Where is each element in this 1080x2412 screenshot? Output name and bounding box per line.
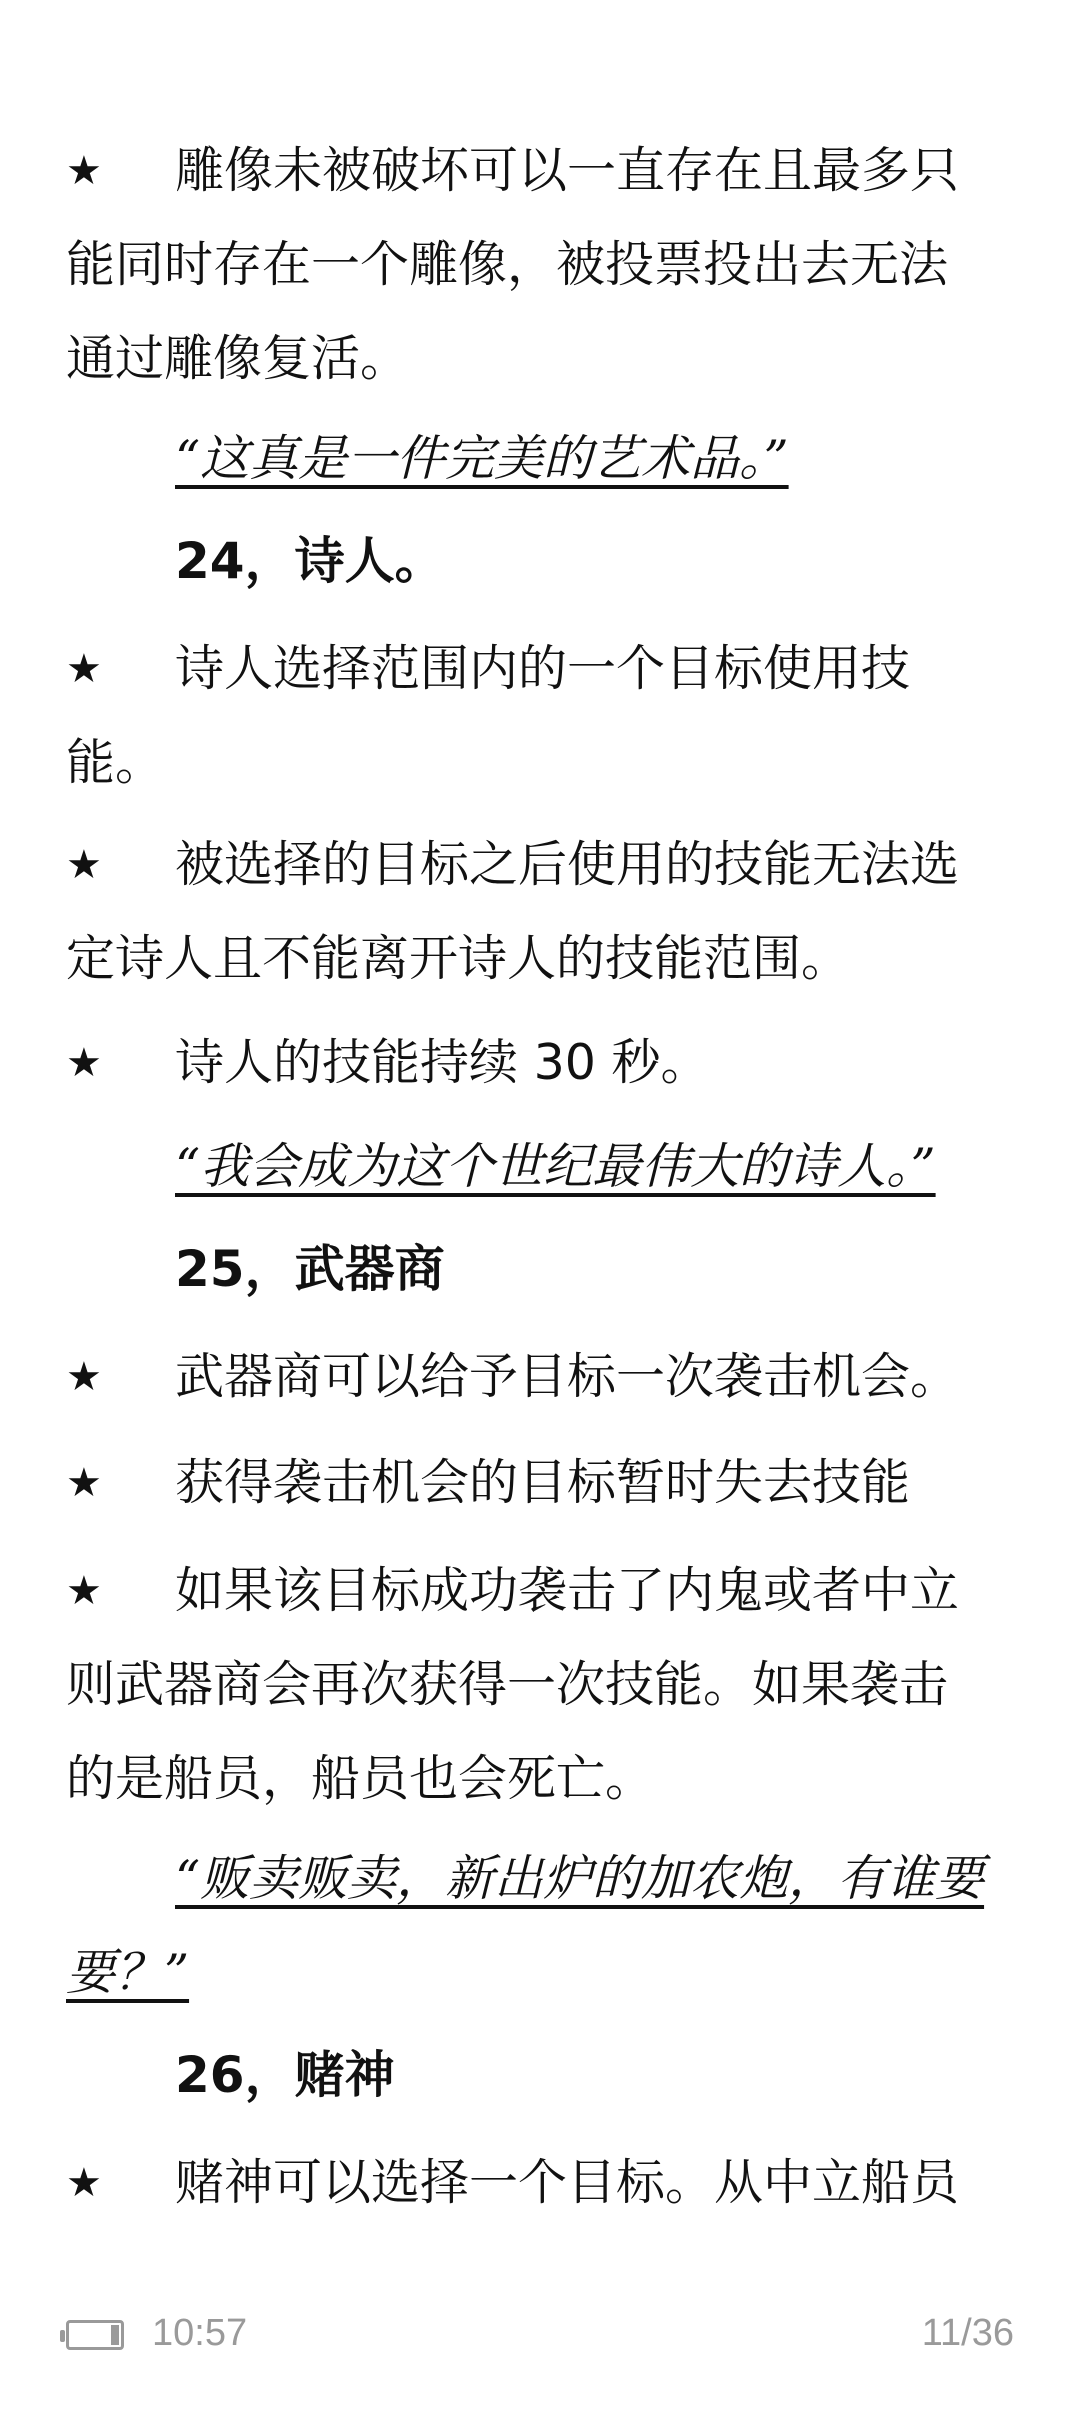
battery-icon [66, 2320, 124, 2350]
section-heading: 25，武器商 [175, 1240, 445, 1298]
quote-line: 要？” [66, 1944, 190, 2001]
star-icon: ★ [66, 1354, 102, 1400]
section-heading: 26，赌神 [175, 2046, 395, 2104]
bullet-line: ★ 获得袭击机会的目标暂时失去技能 [66, 1436, 1016, 1530]
quote-line: “我会成为这个世纪最伟大的诗人。” [175, 1138, 936, 1195]
bullet-line: ★ 赌神可以选择一个目标。从中立船员 [66, 2136, 1016, 2230]
bullet-line: ★ 雕像未被破坏可以一直存在且最多只 [66, 124, 1016, 218]
bullet-line: ★ 被选择的目标之后使用的技能无法选 [66, 818, 1016, 912]
star-icon: ★ [66, 842, 102, 888]
bullet-line: ★ 武器商可以给予目标一次袭击机会。 [66, 1330, 1016, 1424]
star-icon: ★ [66, 646, 102, 692]
bullet-line: ★ 如果该目标成功袭击了内鬼或者中立 [66, 1544, 1016, 1638]
star-icon: ★ [66, 1040, 102, 1086]
star-icon: ★ [66, 1568, 102, 1614]
bullet-line: ★ 诗人的技能持续 30 秒。 [66, 1016, 1016, 1110]
text-line: 定诗人且不能离开诗人的技能范围。 [66, 930, 851, 987]
reader-status-bar [0, 2300, 1080, 2380]
clock-time: 10:57 [152, 2312, 248, 2354]
text-line: 则武器商会再次获得一次技能。如果袭击 [66, 1656, 949, 1713]
quote-line: “贩卖贩卖，新出炉的加农炮，有谁要 [175, 1850, 985, 1907]
bullet-line: ★ 诗人选择范围内的一个目标使用技 [66, 622, 1016, 716]
star-icon: ★ [66, 148, 102, 194]
quote-line: “这真是一件完美的艺术品。” [175, 430, 789, 487]
page-indicator: 11/36 [921, 2312, 1014, 2354]
section-heading: 24，诗人。 [175, 532, 445, 590]
text-line: 通过雕像复活。 [66, 330, 410, 387]
text-line: 能同时存在一个雕像，被投票投出去无法 [66, 236, 949, 293]
star-icon: ★ [66, 1460, 102, 1506]
text-line: 能。 [66, 734, 165, 791]
battery-fill [111, 2325, 119, 2345]
star-icon: ★ [66, 2160, 102, 2206]
text-line: 的是船员，船员也会死亡。 [66, 1750, 655, 1807]
